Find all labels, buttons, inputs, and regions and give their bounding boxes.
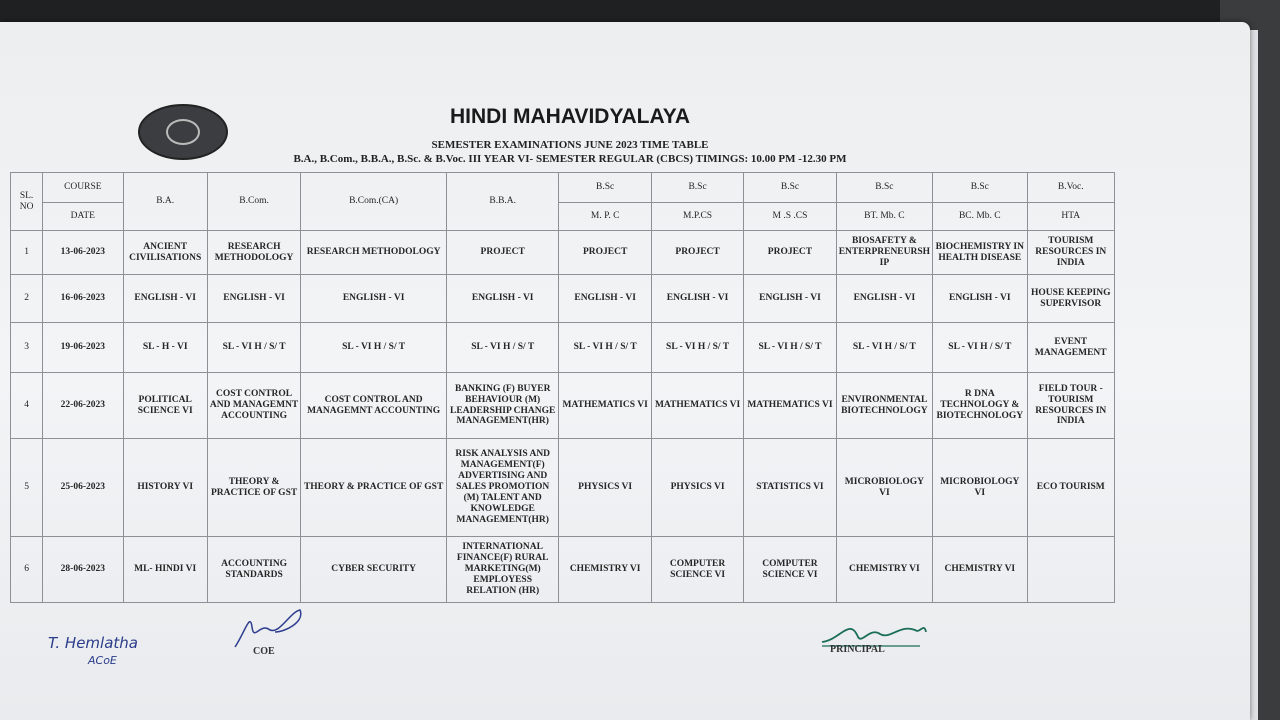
course-header: B.Com. <box>207 173 300 231</box>
course-header: B.Sc <box>651 173 743 203</box>
subject-cell: SL - VI H / S/ T <box>446 323 559 373</box>
row-date: 19-06-2023 <box>43 323 123 373</box>
subject-cell: RISK ANALYSIS AND MANAGEMENT(F) ADVERTISING AND SALES PROMOTION (M) TALENT AND KNOWLEDGE MANAGEMENT(HR) <box>446 439 559 537</box>
subject-cell: EVENT MANAGEMENT <box>1027 323 1114 373</box>
table-row <box>11 323 1115 373</box>
row-sl-no: 4 <box>11 373 43 439</box>
subject-cell: RESEARCH METHODOLOGY <box>301 231 447 275</box>
row-sl-no: 5 <box>11 439 43 537</box>
exam-subtitle: B.A., B.Com., B.B.A., B.Sc. & B.Voc. III YEAR VI- SEMESTER REGULAR (CBCS) TIMINGS: 10.00 PM -12.30 PM <box>293 153 847 165</box>
subject-cell: SL - VI H / S/ T <box>651 323 743 373</box>
subject-cell: CYBER SECURITY <box>301 537 447 603</box>
paper-sheet <box>0 22 1250 720</box>
table-row <box>11 231 1115 275</box>
subject-cell: COST CONTROL AND MANAGEMNT ACCOUNTING <box>207 373 300 439</box>
row-date: 28-06-2023 <box>43 537 123 603</box>
college-title: HINDI MAHAVIDYALAYA <box>450 105 690 128</box>
subject-cell: BANKING (F) BUYER BEHAVIOUR (M) LEADERSHIP CHANGE MANAGEMENT(HR) <box>446 373 559 439</box>
acoe-label: ACoE <box>88 654 117 667</box>
subject-cell: RESEARCH METHODOLOGY <box>207 231 300 275</box>
subject-cell: COMPUTER SCIENCE VI <box>744 537 836 603</box>
row-date: 16-06-2023 <box>43 275 123 323</box>
table-row <box>11 439 1115 537</box>
subject-cell: MATHEMATICS VI <box>651 373 743 439</box>
subject-cell: ENGLISH - VI <box>301 275 447 323</box>
subject-cell: ENGLISH - VI <box>651 275 743 323</box>
subject-cell: CHEMISTRY VI <box>933 537 1027 603</box>
row-sl-no: 6 <box>11 537 43 603</box>
subject-cell: PROJECT <box>744 231 836 275</box>
subject-cell: ENGLISH - VI <box>559 275 651 323</box>
subject-cell: BIOSAFETY & ENTERPRENEURSH IP <box>836 231 932 275</box>
subject-cell: COST CONTROL AND MANAGEMNT ACCOUNTING <box>301 373 447 439</box>
subject-cell: CHEMISTRY VI <box>559 537 651 603</box>
course-header: B.Sc <box>744 173 836 203</box>
group-header: HTA <box>1027 203 1114 231</box>
subject-cell: MICROBIOLOGY VI <box>836 439 932 537</box>
table-row <box>11 537 1115 603</box>
group-header: BC. Mb. C <box>933 203 1027 231</box>
subject-cell: INTERNATIONAL FINANCE(F) RURAL MARKETING(M) EMPLOYESS RELATION (HR) <box>446 537 559 603</box>
subject-cell: BIOCHEMISTRY IN HEALTH DISEASE <box>933 231 1027 275</box>
subject-cell: PHYSICS VI <box>559 439 651 537</box>
subject-cell: SL - VI H / S/ T <box>559 323 651 373</box>
subject-cell: THEORY & PRACTICE OF GST <box>207 439 300 537</box>
subject-cell: SL - VI H / S/ T <box>301 323 447 373</box>
subject-cell: ENGLISH - VI <box>123 275 207 323</box>
acoe-signature: T. Hemlatha <box>48 634 138 652</box>
row-date: 13-06-2023 <box>43 231 123 275</box>
subject-cell: PHYSICS VI <box>651 439 743 537</box>
subject-cell: ECO TOURISM <box>1027 439 1114 537</box>
date-label: DATE <box>43 203 123 231</box>
document-header <box>0 97 1130 173</box>
subject-cell: PROJECT <box>446 231 559 275</box>
course-header: B.Sc <box>836 173 932 203</box>
group-header: M. P. C <box>559 203 651 231</box>
subject-cell: ENGLISH - VI <box>933 275 1027 323</box>
subject-cell: HOUSE KEEPING SUPERVISOR <box>1027 275 1114 323</box>
subject-cell: SL - VI H / S/ T <box>207 323 300 373</box>
row-sl-no: 2 <box>11 275 43 323</box>
college-logo-icon <box>138 104 228 160</box>
principal-label: PRINCIPAL <box>830 644 885 655</box>
subject-cell: MATHEMATICS VI <box>744 373 836 439</box>
course-label: COURSE <box>43 173 123 203</box>
course-header: B.Voc. <box>1027 173 1114 203</box>
subject-cell: MATHEMATICS VI <box>559 373 651 439</box>
subject-cell <box>1027 537 1114 603</box>
subject-cell: ACCOUNTING STANDARDS <box>207 537 300 603</box>
group-header: M.P.CS <box>651 203 743 231</box>
subject-cell: ENGLISH - VI <box>744 275 836 323</box>
subject-cell: PROJECT <box>559 231 651 275</box>
coe-label: COE <box>253 646 275 657</box>
course-header-row <box>11 173 1115 203</box>
subject-cell: SL - H - VI <box>123 323 207 373</box>
subject-cell: HISTORY VI <box>123 439 207 537</box>
row-date: 25-06-2023 <box>43 439 123 537</box>
row-sl-no: 1 <box>11 231 43 275</box>
subject-cell: ENVIRONMENTAL BIOTECHNOLOGY <box>836 373 932 439</box>
subject-cell: THEORY & PRACTICE OF GST <box>301 439 447 537</box>
group-header: M .S .CS <box>744 203 836 231</box>
table-row <box>11 275 1115 323</box>
course-header: B.A. <box>123 173 207 231</box>
subject-cell: ENGLISH - VI <box>836 275 932 323</box>
course-header: B.Com.(CA) <box>301 173 447 231</box>
subject-cell: COMPUTER SCIENCE VI <box>651 537 743 603</box>
subject-cell: SL - VI H / S/ T <box>836 323 932 373</box>
subject-cell: STATISTICS VI <box>744 439 836 537</box>
subject-cell: TOURISM RESOURCES IN INDIA <box>1027 231 1114 275</box>
subject-cell: ENGLISH - VI <box>207 275 300 323</box>
subject-cell: CHEMISTRY VI <box>836 537 932 603</box>
course-header: B.Sc <box>559 173 651 203</box>
subject-cell: ML- HINDI VI <box>123 537 207 603</box>
row-date: 22-06-2023 <box>43 373 123 439</box>
subject-cell: ENGLISH - VI <box>446 275 559 323</box>
timetable <box>10 172 1115 603</box>
sl-header: SL. NO <box>11 173 43 231</box>
subject-cell: SL - VI H / S/ T <box>933 323 1027 373</box>
table-row <box>11 373 1115 439</box>
exam-title: SEMESTER EXAMINATIONS JUNE 2023 TIME TABLE <box>431 139 709 151</box>
subject-cell: PROJECT <box>651 231 743 275</box>
row-sl-no: 3 <box>11 323 43 373</box>
course-header: B.Sc <box>933 173 1027 203</box>
subject-cell: R DNA TECHNOLOGY & BIOTECHNOLOGY <box>933 373 1027 439</box>
course-header: B.B.A. <box>446 173 559 231</box>
subject-cell: SL - VI H / S/ T <box>744 323 836 373</box>
subject-cell: POLITICAL SCIENCE VI <box>123 373 207 439</box>
coe-signature-icon <box>230 602 310 652</box>
group-header: BT. Mb. C <box>836 203 932 231</box>
subject-cell: MICROBIOLOGY VI <box>933 439 1027 537</box>
subject-cell: ANCIENT CIVILISATIONS <box>123 231 207 275</box>
subject-cell: FIELD TOUR - TOURISM RESOURCES IN INDIA <box>1027 373 1114 439</box>
